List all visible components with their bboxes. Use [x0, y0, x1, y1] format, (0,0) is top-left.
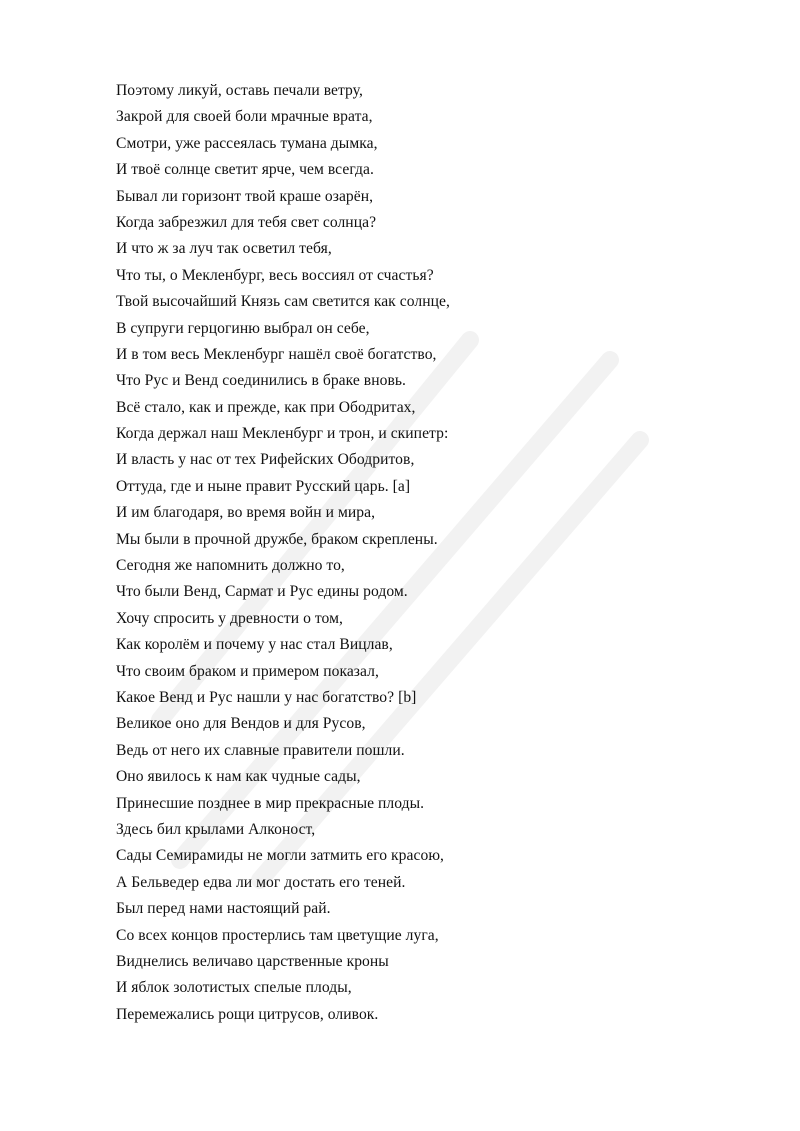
- poem-line: И им благодаря, во время войн и мира,: [116, 504, 376, 522]
- poem-line: Как королём и почему у нас стал Вицлав,: [116, 636, 393, 654]
- poem-line: А Бельведер едва ли мог достать его теней.: [116, 873, 406, 891]
- poem-lines: [116, 78, 716, 1028]
- poem-line: Что Рус и Венд соединились в браке вновь.: [116, 372, 406, 390]
- poem-line: Со всех концов простерлись там цветущие луга,: [116, 926, 439, 944]
- poem-line: Здесь бил крылами Алконост,: [116, 820, 316, 838]
- poem-line: Ведь от него их славные правители пошли.: [116, 741, 405, 759]
- poem-line: Когда держал наш Мекленбург и трон, и скипетр:: [116, 425, 449, 443]
- poem-line: Сады Семирамиды не могли затмить его красою,: [116, 847, 444, 865]
- poem-line: Что ты, о Мекленбург, весь воссиял от счастья?: [116, 266, 434, 284]
- poem-line: Принесшие позднее в мир прекрасные плоды.: [116, 794, 425, 812]
- poem-line: Перемежались рощи цитрусов, оливок.: [116, 1005, 379, 1023]
- poem-line: Великое оно для Вендов и для Русов,: [116, 715, 366, 733]
- poem-line: Мы были в прочной дружбе, браком скреплены.: [116, 530, 438, 548]
- poem-line: Оно явилось к нам как чудные сады,: [116, 768, 361, 786]
- poem-line: Смотри, уже рассеялась тумана дымка,: [116, 134, 378, 152]
- poem-line: И твоё солнце светит ярче, чем всегда.: [116, 161, 374, 179]
- poem-line: Бывал ли горизонт твой краше озарён,: [116, 187, 374, 205]
- poem-line: И что ж за луч так осветил тебя,: [116, 240, 332, 258]
- poem-line: Всё стало, как и прежде, как при Ободритах,: [116, 398, 416, 416]
- poem-line: Когда забрезжил для тебя свет солнца?: [116, 213, 377, 231]
- poem-line: Что были Венд, Сармат и Рус едины родом.: [116, 583, 408, 601]
- poem-line: Виднелись величаво царственные кроны: [116, 952, 389, 970]
- poem-line: Какое Венд и Рус нашли у нас богатство? [b]: [116, 688, 417, 706]
- poem-line: Сегодня же напомнить должно то,: [116, 557, 345, 575]
- poem-line: И яблок золотистых спелые плоды,: [116, 979, 352, 997]
- poem-line: Был перед нами настоящий рай.: [116, 900, 331, 918]
- poem-line: И в том весь Мекленбург нашёл своё богатство,: [116, 345, 437, 363]
- poem-line: В супруги герцогиню выбрал он себе,: [116, 319, 370, 337]
- poem-line: Поэтому ликуй, оставь печали ветру,: [116, 82, 363, 99]
- poem-line: Хочу спросить у древности о том,: [116, 609, 343, 627]
- poem-text-block: [116, 78, 716, 1028]
- poem-line: Что своим браком и примером показал,: [116, 662, 379, 680]
- poem-line: Закрой для своей боли мрачные врата,: [116, 108, 373, 126]
- poem-line: Оттуда, где и ныне правит Русский царь. [a]: [116, 477, 411, 495]
- poem-line: Твой высочайший Князь сам светится как солнце,: [116, 293, 450, 311]
- poem-line: И власть у нас от тех Рифейских Ободритов,: [116, 451, 415, 469]
